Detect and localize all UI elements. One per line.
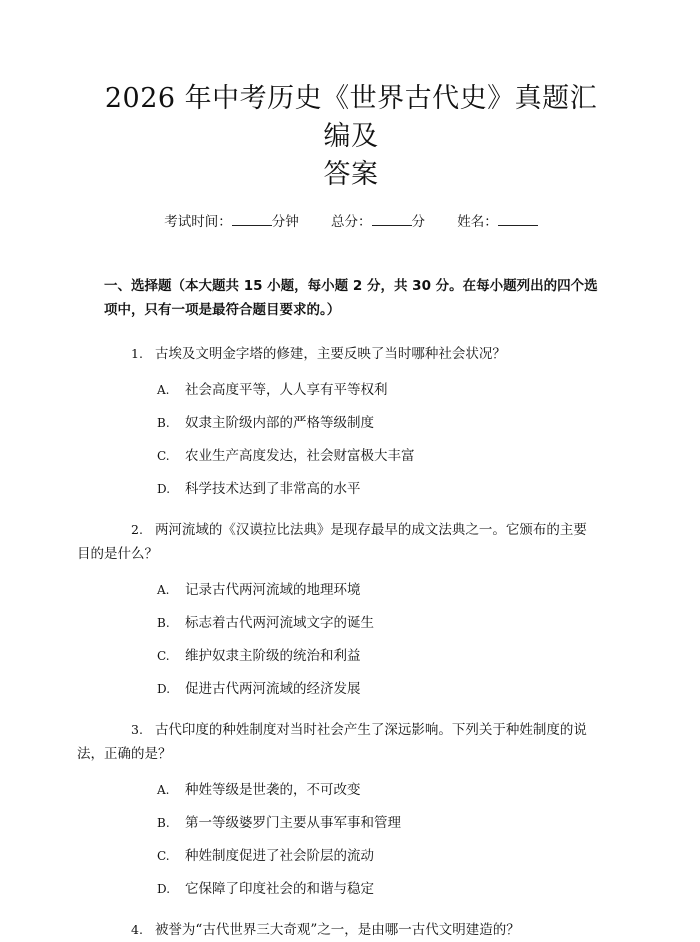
exam-meta [104, 212, 598, 232]
option-label: A. [157, 583, 170, 597]
question-2-options [104, 581, 598, 698]
question-text: 被誉为“古代世界三大奇观”之一，是由哪一古代文明建造的？ [154, 922, 520, 938]
option-text: 维护奴隶主阶级的统治和利益 [185, 648, 361, 664]
option-b [104, 414, 598, 432]
option-d [104, 480, 598, 498]
question-4 [104, 918, 598, 942]
time-blank [232, 213, 272, 226]
question-number: 2. [131, 522, 143, 537]
question-2 [77, 518, 598, 566]
option-label: B. [157, 816, 170, 830]
option-label: C. [157, 849, 170, 863]
option-text: 种姓等级是世袭的，不可改变 [185, 782, 361, 798]
question-number: 4. [131, 922, 143, 937]
option-label: A. [157, 783, 170, 797]
name-blank [498, 213, 538, 226]
title-line-2: 答案 [323, 159, 379, 190]
question-number: 3. [131, 722, 143, 737]
score-unit: 分 [411, 214, 425, 230]
question-1-options [104, 381, 598, 498]
question-text-line-1: 古代印度的种姓制度对当时社会产生了深远影响。下列关于种姓制度的说 [154, 722, 587, 738]
option-text: 促进古代两河流域的经济发展 [185, 681, 361, 697]
score-blank [372, 213, 412, 226]
option-text: 标志着古代两河流域文字的诞生 [185, 615, 374, 631]
name-label: 姓名： [457, 214, 498, 230]
option-label: C. [157, 449, 170, 463]
option-text: 它保障了印度社会的和谐与稳定 [185, 881, 374, 897]
option-text: 奴隶主阶级内部的严格等级制度 [185, 415, 374, 431]
score-label: 总分： [331, 214, 372, 230]
name-field [457, 212, 538, 232]
time-label: 考试时间： [164, 214, 232, 230]
question-text-line-2: 法，正确的是？ [77, 746, 172, 762]
time-unit: 分钟 [271, 214, 299, 230]
question-text: 古埃及文明金字塔的修建，主要反映了当时哪种社会状况？ [154, 346, 506, 362]
option-a [104, 781, 598, 799]
option-text: 社会高度平等，人人享有平等权利 [185, 382, 388, 398]
option-label: B. [157, 416, 170, 430]
option-label: B. [157, 616, 170, 630]
option-label: C. [157, 649, 170, 663]
option-text: 第一等级婆罗门主要从事军事和管理 [185, 815, 401, 831]
exam-time-field [164, 212, 299, 232]
option-b [104, 814, 598, 832]
question-3-options [104, 781, 598, 898]
option-text: 记录古代两河流域的地理环境 [185, 582, 361, 598]
option-c [104, 847, 598, 865]
option-d [104, 680, 598, 698]
option-text: 种姓制度促进了社会阶层的流动 [185, 848, 374, 864]
section-heading-line-2: 项中，只有一项是最符合题目要求的。） [104, 302, 341, 318]
option-label: A. [157, 383, 170, 397]
option-text: 科学技术达到了非常高的水平 [185, 481, 361, 497]
question-text-line-2: 目的是什么？ [77, 546, 158, 562]
total-score-field [331, 212, 425, 232]
option-label: D. [157, 682, 171, 696]
option-c [104, 647, 598, 665]
question-text-line-1: 两河流域的《汉谟拉比法典》是现存最早的成文法典之一。它颁布的主要 [154, 522, 587, 538]
title-line-1: 2026 年中考历史《世界古代史》真题汇编及 [104, 83, 598, 152]
option-text: 农业生产高度发达，社会财富极大丰富 [185, 448, 415, 464]
question-number: 1. [131, 346, 143, 361]
section-heading-line-1: 一、选择题（本大题共 15 小题，每小题 2 分，共 30 分。在每小题列出的四个选 [104, 278, 598, 294]
option-d [104, 880, 598, 898]
question-1 [104, 342, 598, 366]
option-a [104, 381, 598, 399]
option-label: D. [157, 482, 171, 496]
section-heading [104, 274, 598, 322]
option-c [104, 447, 598, 465]
option-b [104, 614, 598, 632]
option-a [104, 581, 598, 599]
question-3 [77, 718, 598, 766]
document-title [104, 80, 598, 194]
option-label: D. [157, 882, 171, 896]
